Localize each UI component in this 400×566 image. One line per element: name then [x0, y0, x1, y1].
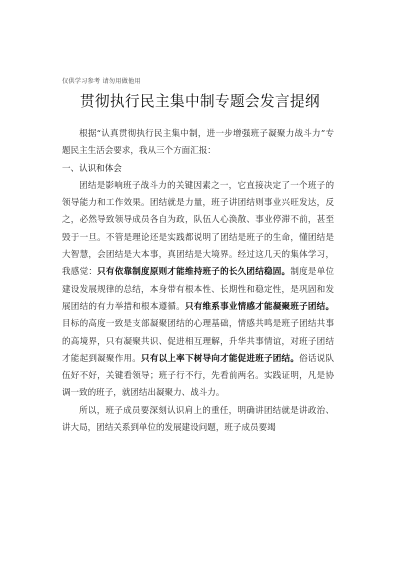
text-segment: 目标的高度一致是支部凝聚团结的心理基础，情感共鸣是班子团结共事的高境界，只有凝聚共识、促进相互理解，升华共事情谊，对班子团结才能起到凝聚作用。 — [62, 319, 334, 364]
document-body — [62, 126, 334, 437]
body-paragraph — [62, 403, 334, 438]
text-segment: 团结是影响班子战斗力的关键因素之一，它直接决定了一个班子的领导能力和工作效果。团结就是力量，班子讲团结则事业兴旺发达，反之，必然导致领导成员各自为政，队伍人心涣散、事业停滞不前，甚至毁于一旦。不管是理论还是实践都说明了团结是班子的生命，懂团结是大智慧，会团结是大本事，真团结是大境界。经过这几天的集体学习，我感觉： — [62, 180, 334, 278]
document-title: 贯彻执行民主集中制专题会发言提纲 — [80, 93, 320, 110]
body-paragraph — [62, 126, 334, 161]
bold-text-segment: 只有依靠制度原则才能维持班子的长久团结稳固。 — [97, 267, 291, 278]
section-heading — [62, 161, 334, 178]
header-note: 仅供学习参考 请勿用做他用 — [62, 78, 141, 85]
text-segment: 一、认识和体会 — [62, 163, 122, 174]
body-paragraph — [62, 178, 334, 403]
bold-text-segment: 只有维系事业情感才能凝聚班子团结。 — [184, 301, 335, 312]
text-segment: 所以，班子成员要深刻认识肩上的重任，明确讲团结就是讲政治、讲大局，团结关系到单位的发展建设问题，班子成员要竭 — [62, 405, 334, 434]
bold-text-segment: 只有以上率下树导向才能促进班子团结。 — [141, 353, 300, 364]
text-segment: 根据“认真贯彻执行民主集中制，进一步增强班子凝聚力战斗力”专题民主生活会要求，我从三个方面汇报： — [62, 129, 334, 157]
text-segment: 俗话说队伍好不好，关键看领导；班子行不行，先看前两名。实践证明，凡是协调一致的班子，就团结出凝聚力、战斗力。 — [62, 353, 335, 399]
text-segment: 制度是单位建设发展规律的总结，本身带有根本性、长期性和稳定性，是巩固和发展团结的有力举措和根本遵循。 — [62, 267, 335, 312]
